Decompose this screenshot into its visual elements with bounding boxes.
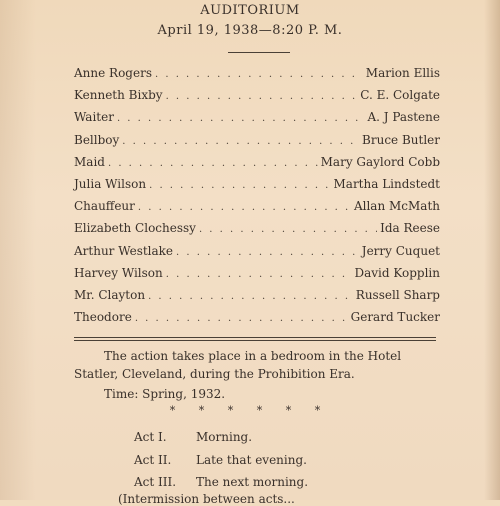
act-row — [134, 475, 308, 489]
cast-row — [74, 88, 440, 110]
actor-name: Marion Ellis — [365, 66, 440, 80]
dot-leader — [135, 313, 348, 324]
dot-leader — [176, 247, 359, 258]
role-name: Arthur Westlake — [74, 243, 174, 258]
dot-leader — [155, 69, 363, 80]
setting-description — [74, 347, 444, 383]
act-row — [134, 430, 252, 444]
act-row — [134, 453, 307, 467]
paper-shadow-left — [0, 0, 36, 500]
role-name: Waiter — [74, 110, 114, 125]
role-name: Elizabeth Clochessy — [74, 221, 196, 236]
intermission-note: (Intermission between acts... — [118, 492, 295, 506]
act-description: Morning. — [196, 430, 253, 444]
actor-name: Bruce Butler — [362, 132, 440, 147]
dot-leader — [166, 269, 352, 280]
actor-name: Jerry Cuquet — [361, 243, 440, 258]
time-note: Time: Spring, 1932. — [104, 387, 226, 401]
cast-row — [74, 244, 440, 266]
cast-row — [74, 133, 440, 155]
cast-list — [74, 66, 440, 332]
dot-leader — [138, 202, 351, 213]
cast-row — [74, 177, 440, 199]
performance-date: April 19, 1938—8:20 P. M. — [157, 23, 343, 38]
setting-line-2: Statler, Cleveland, during the Prohibition Era. — [74, 367, 355, 381]
section-divider — [74, 337, 436, 341]
dot-leader — [117, 113, 365, 124]
actor-name: Allan McMath — [353, 199, 440, 214]
actor-name: Mary Gaylord Cobb — [320, 154, 440, 169]
role-name: Maid — [74, 154, 105, 169]
cast-row — [74, 66, 440, 88]
role-name: Chauffeur — [74, 199, 135, 214]
actor-name: Martha Lindstedt — [333, 176, 440, 191]
paper-shadow-right — [484, 0, 500, 500]
venue-heading: AUDITORIUM — [200, 3, 300, 18]
cast-row — [74, 110, 440, 132]
dot-leader — [148, 291, 353, 302]
actor-name: C. E. Colgate — [360, 88, 440, 103]
dot-leader — [108, 158, 318, 169]
actor-name: David Kopplin — [354, 265, 440, 280]
role-name: Mr. Clayton — [74, 287, 146, 302]
cast-row — [74, 310, 440, 332]
actor-name: A. J Pastene — [367, 110, 440, 125]
act-number: Act II. — [134, 453, 172, 467]
actor-name: Russell Sharp — [355, 287, 440, 302]
setting-line-1: The action takes place in a bedroom in the Hotel — [104, 349, 402, 363]
cast-row — [74, 221, 440, 243]
dot-leader — [122, 136, 359, 147]
star-separator: * * * * * * — [169, 404, 331, 417]
role-name: Kenneth Bixby — [74, 88, 163, 103]
role-name: Julia Wilson — [74, 176, 147, 191]
cast-row — [74, 199, 440, 221]
dot-leader — [199, 224, 377, 235]
dot-leader — [166, 91, 358, 102]
cast-row — [74, 266, 440, 288]
act-number: Act I. — [134, 430, 167, 444]
actor-name: Ida Reese — [380, 221, 440, 236]
role-name: Harvey Wilson — [74, 265, 163, 280]
actor-name: Gerard Tucker — [350, 310, 440, 325]
header-divider — [228, 52, 290, 53]
cast-row — [74, 288, 440, 310]
cast-row — [74, 155, 440, 177]
act-number: Act III. — [134, 475, 177, 489]
act-description: The next morning. — [196, 475, 309, 489]
dot-leader — [149, 180, 330, 191]
act-description: Late that evening. — [196, 453, 307, 467]
role-name: Bellboy — [74, 132, 120, 147]
role-name: Anne Rogers — [74, 66, 152, 80]
role-name: Theodore — [74, 310, 132, 325]
